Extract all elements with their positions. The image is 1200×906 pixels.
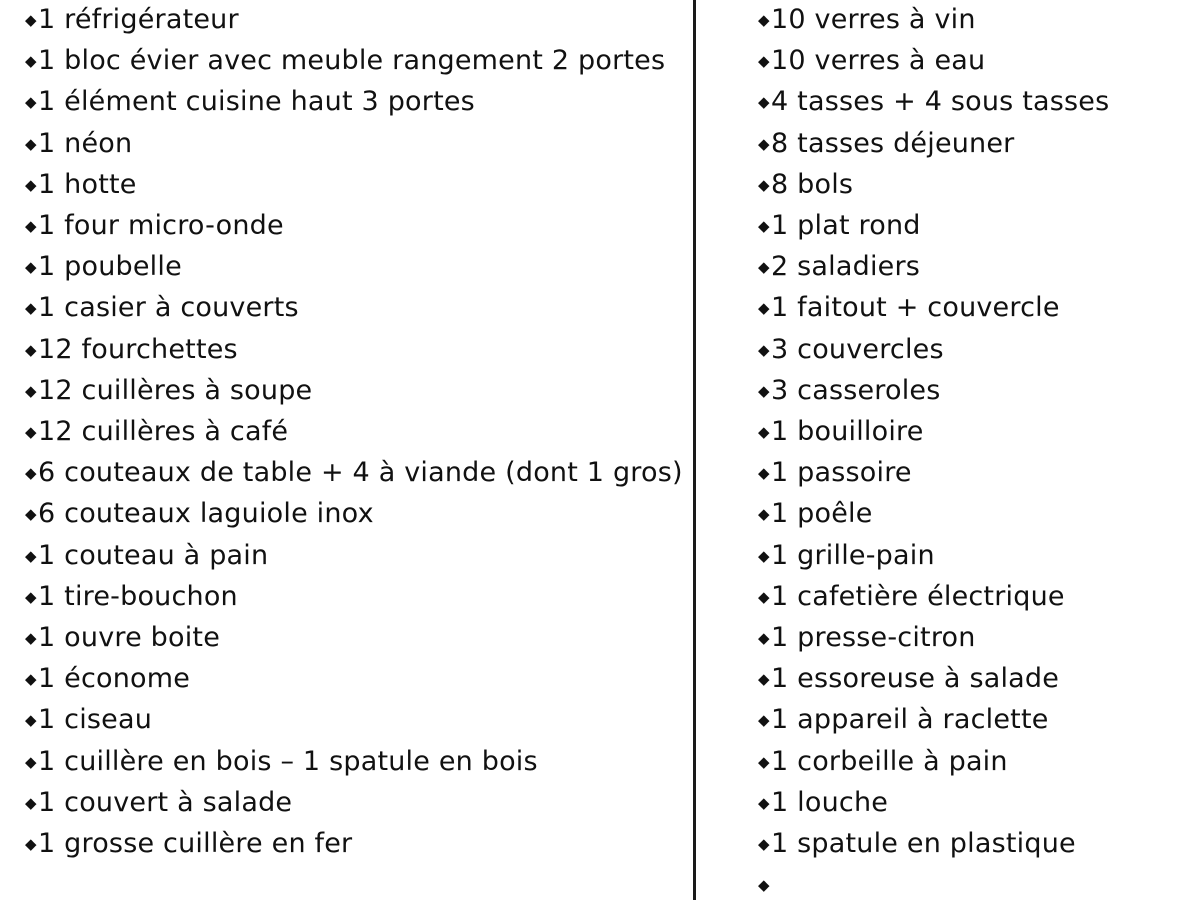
- list-item-text: 1 poubelle: [38, 251, 182, 283]
- list-item: [25, 699, 152, 740]
- diamond-bullet-icon: ◆: [25, 587, 37, 606]
- diamond-bullet-icon: ◆: [758, 752, 770, 771]
- diamond-bullet-icon: ◆: [758, 299, 770, 318]
- list-item: [758, 576, 1065, 617]
- list-item: [758, 658, 1059, 699]
- list-item: [758, 205, 921, 246]
- diamond-bullet-icon: ◆: [758, 587, 770, 606]
- list-item-text: 1 faitout + couvercle: [771, 292, 1060, 324]
- list-item: [25, 329, 238, 370]
- list-item-text: 1 néon: [38, 127, 133, 159]
- diamond-bullet-icon: ◆: [25, 217, 37, 235]
- list-item-text: 1 ouvre boite: [38, 622, 221, 653]
- list-item: [25, 370, 312, 411]
- diamond-bullet-icon: ◆: [758, 464, 770, 483]
- list-item: [758, 123, 1015, 164]
- list-item: [25, 81, 475, 122]
- list-item-text: 3 couvercles: [771, 333, 944, 365]
- list-item: [25, 823, 352, 864]
- list-item: [758, 0, 976, 40]
- list-item-text: 1 ciseau: [38, 704, 153, 736]
- list-item-text: 8 bols: [771, 168, 854, 200]
- diamond-bullet-icon: ◆: [25, 629, 37, 647]
- list-item: [758, 493, 873, 534]
- list-item-text: 1 grille-pain: [771, 539, 935, 571]
- diamond-bullet-icon: ◆: [758, 381, 770, 400]
- diamond-bullet-icon: ◆: [25, 299, 37, 318]
- diamond-bullet-icon: ◆: [25, 752, 37, 771]
- list-item-text: 1 four micro-onde: [38, 210, 284, 241]
- list-item-text: 3 casseroles: [771, 374, 941, 406]
- list-item-text: 1 presse-citron: [771, 622, 976, 653]
- list-item-text: 1 louche: [771, 786, 889, 818]
- list-item: [758, 246, 920, 287]
- diamond-bullet-icon: ◆: [758, 423, 770, 441]
- list-item-text: 1 économe: [38, 663, 191, 695]
- diamond-bullet-icon: ◆: [25, 175, 37, 194]
- list-item-text: 4 tasses + 4 sous tasses: [771, 86, 1110, 118]
- list-item: [25, 658, 190, 699]
- list-item-text: 10 verres à vin: [771, 4, 976, 35]
- list-item: [758, 617, 976, 658]
- list-item-text: 12 cuillères à soupe: [38, 374, 313, 406]
- list-item: [25, 246, 182, 287]
- list-item-text: 1 réfrigérateur: [38, 4, 239, 35]
- diamond-bullet-icon: ◆: [758, 217, 770, 235]
- diamond-bullet-icon: ◆: [758, 835, 770, 853]
- diamond-bullet-icon: ◆: [25, 258, 37, 277]
- diamond-bullet-icon: ◆: [25, 711, 37, 730]
- list-item-text: 1 bouilloire: [771, 416, 924, 447]
- list-item: [25, 123, 132, 164]
- list-item: [758, 452, 912, 493]
- list-item: [758, 287, 1060, 328]
- diamond-bullet-icon: ◆: [25, 93, 37, 112]
- diamond-bullet-icon: ◆: [758, 711, 770, 730]
- list-item: [25, 205, 284, 246]
- diamond-bullet-icon: ◆: [758, 175, 770, 194]
- list-item-text: 1 spatule en plastique: [771, 828, 1076, 859]
- list-item-text: 10 verres à eau: [771, 45, 986, 77]
- list-item: [758, 411, 924, 452]
- diamond-bullet-icon: ◆: [758, 670, 770, 689]
- diamond-bullet-icon: ◆: [25, 381, 37, 400]
- list-item-text: 1 couvert à salade: [38, 786, 293, 818]
- diamond-bullet-icon: ◆: [758, 505, 770, 524]
- list-item: [758, 40, 985, 81]
- column-divider: [693, 0, 696, 900]
- list-item: [758, 81, 1109, 122]
- list-item-text: 1 appareil à raclette: [771, 704, 1049, 736]
- diamond-bullet-icon: ◆: [25, 423, 37, 441]
- diamond-bullet-icon: ◆: [25, 340, 37, 359]
- list-item: [25, 535, 268, 576]
- diamond-bullet-icon: ◆: [758, 11, 770, 29]
- diamond-bullet-icon: ◆: [25, 11, 37, 29]
- list-item: [758, 535, 935, 576]
- list-item-text: 1 passoire: [771, 457, 912, 489]
- list-item: [758, 370, 941, 411]
- diamond-bullet-icon: ◆: [758, 793, 770, 812]
- list-item: [758, 164, 853, 205]
- list-item-text: 1 bloc évier avec meuble rangement 2 portes: [38, 45, 666, 77]
- list-item: [758, 864, 771, 905]
- diamond-bullet-icon: ◆: [25, 464, 37, 483]
- list-item: [758, 329, 944, 370]
- list-item-text: 1 essoreuse à salade: [771, 663, 1060, 695]
- list-item-text: 12 fourchettes: [38, 333, 238, 365]
- diamond-bullet-icon: ◆: [25, 52, 37, 71]
- diamond-bullet-icon: ◆: [758, 629, 770, 647]
- list-item-text: 8 tasses déjeuner: [771, 127, 1015, 159]
- list-item-text: 1 hotte: [38, 168, 137, 200]
- list-item-text: 1 cafetière électrique: [771, 580, 1065, 612]
- list-item: [758, 741, 1008, 782]
- list-item-text: 1 cuillère en bois – 1 spatule en bois: [38, 745, 538, 777]
- diamond-bullet-icon: ◆: [25, 505, 37, 524]
- list-item-text: 1 grosse cuillère en fer: [38, 828, 353, 859]
- list-item: [25, 741, 538, 782]
- list-item: [25, 287, 299, 328]
- diamond-bullet-icon: ◆: [758, 52, 770, 71]
- list-item: [25, 411, 288, 452]
- list-item-text: 1 couteau à pain: [38, 539, 269, 571]
- diamond-bullet-icon: ◆: [25, 670, 37, 689]
- list-item: [758, 699, 1049, 740]
- diamond-bullet-icon: ◆: [758, 340, 770, 359]
- list-item-text: 1 poêle: [771, 498, 873, 530]
- list-item-text: 12 cuillères à café: [38, 416, 289, 447]
- diamond-bullet-icon: ◆: [25, 835, 37, 853]
- list-item: [25, 0, 239, 40]
- diamond-bullet-icon: ◆: [758, 93, 770, 112]
- diamond-bullet-icon: ◆: [758, 876, 770, 895]
- list-item-text: 1 tire-bouchon: [38, 580, 238, 612]
- list-item-text: 6 couteaux de table + 4 à viande (dont 1 gros): [38, 457, 683, 489]
- diamond-bullet-icon: ◆: [758, 134, 770, 153]
- list-item-text: 6 couteaux laguiole inox: [38, 498, 374, 530]
- list-item: [758, 823, 1076, 864]
- list-item: [25, 617, 220, 658]
- list-item-text: 1 élément cuisine haut 3 portes: [38, 86, 475, 118]
- diamond-bullet-icon: ◆: [758, 546, 770, 565]
- list-item-text: 1 corbeille à pain: [771, 745, 1008, 777]
- list-item-text: 2 saladiers: [771, 251, 921, 283]
- list-item: [25, 164, 137, 205]
- list-item: [758, 782, 888, 823]
- list-item: [25, 452, 683, 493]
- list-item-text: 1 casier à couverts: [38, 292, 299, 324]
- list-item: [25, 576, 238, 617]
- diamond-bullet-icon: ◆: [25, 134, 37, 153]
- list-item: [25, 493, 374, 534]
- diamond-bullet-icon: ◆: [758, 258, 770, 277]
- diamond-bullet-icon: ◆: [25, 793, 37, 812]
- list-item: [25, 782, 292, 823]
- list-item: [25, 40, 665, 81]
- list-item-text: 1 plat rond: [771, 210, 921, 241]
- diamond-bullet-icon: ◆: [25, 546, 37, 565]
